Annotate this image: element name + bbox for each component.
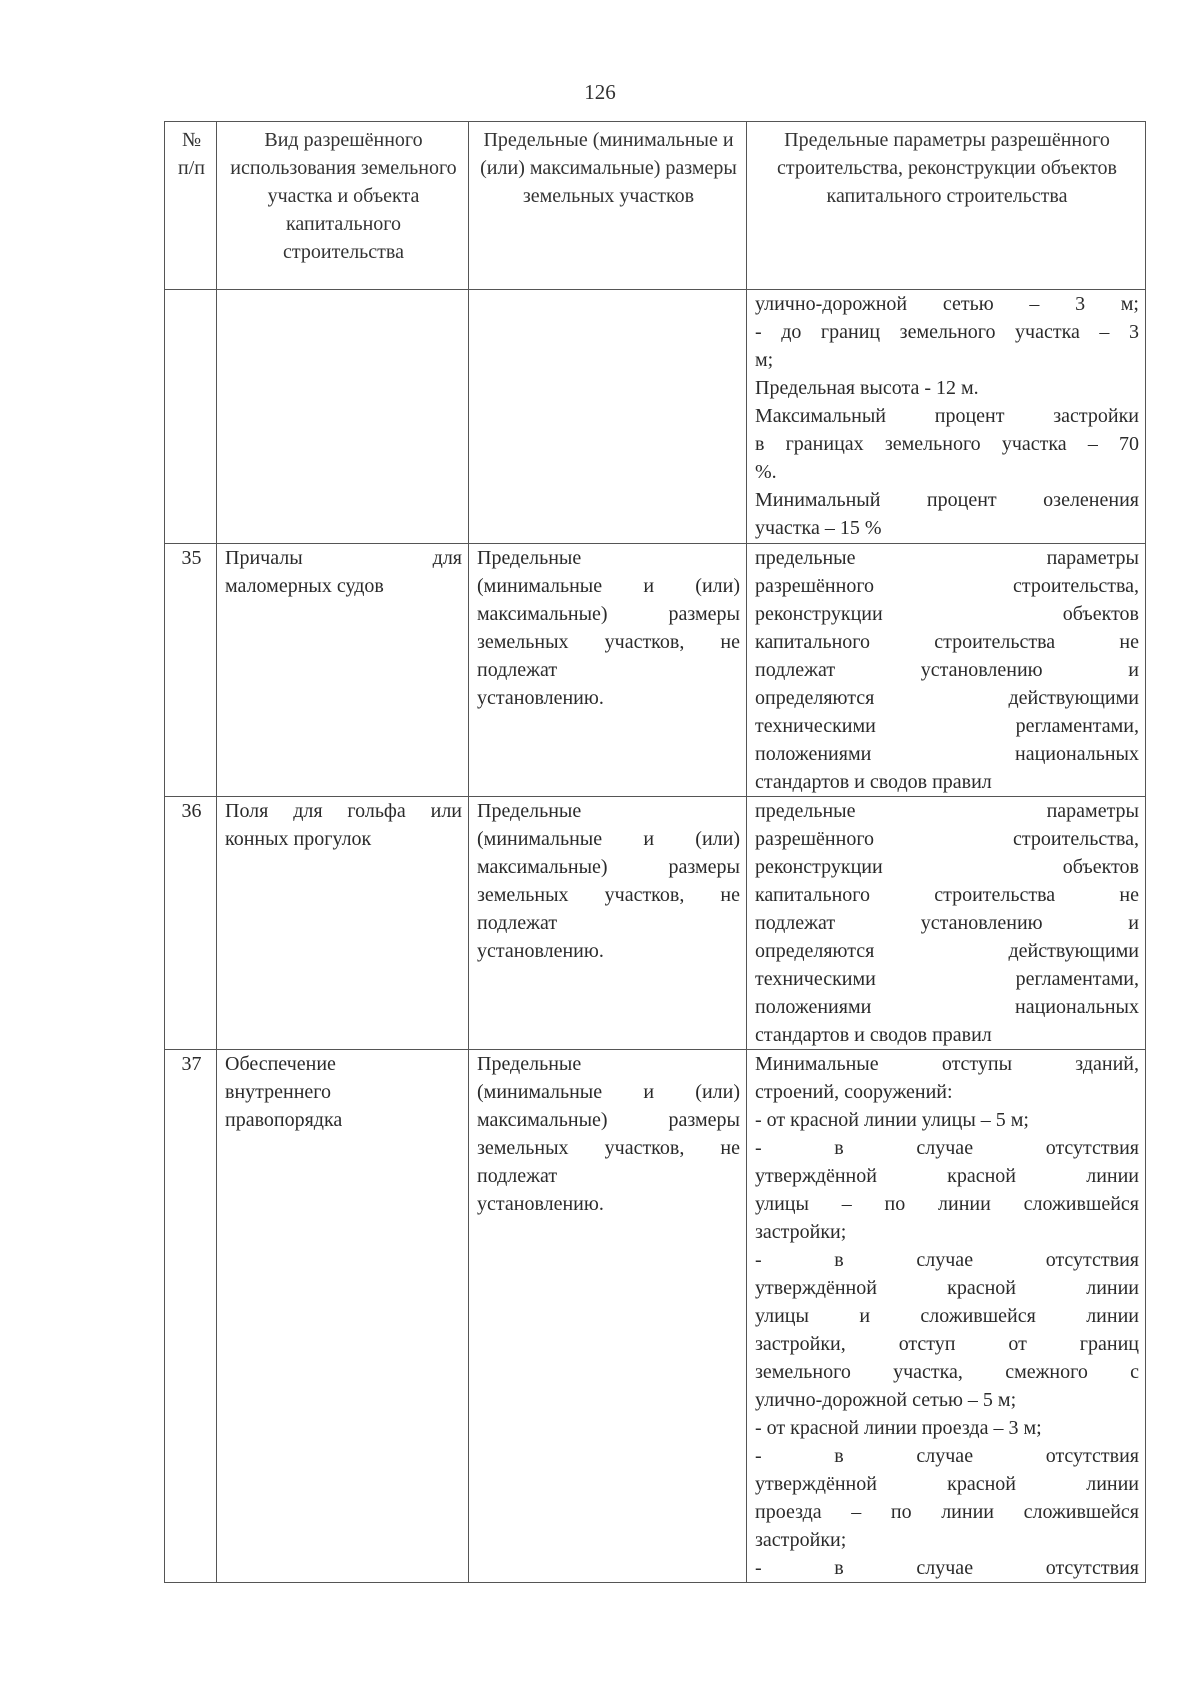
- cell-text-line: определяются действующими: [755, 687, 1139, 709]
- cell-text-line: подлежат установлению и: [755, 659, 1139, 681]
- cell-text-line: застройки;: [755, 1221, 847, 1243]
- cell-text-line: улично-дорожной сетью – 3 м;: [755, 293, 1139, 315]
- row-sizes: [469, 1050, 747, 1583]
- table-header-row: [165, 122, 1146, 290]
- cell-text-line: - в случае отсутствия: [755, 1557, 1139, 1579]
- cell-text-line: Предельная высота - 12 м.: [755, 377, 979, 399]
- cell-text-line: Максимальный процент застройки: [755, 405, 1139, 427]
- zoning-table: [164, 121, 1146, 1583]
- row-num: 37: [165, 1050, 217, 1583]
- row-sizes: [469, 290, 747, 544]
- cell-text-line: %.: [755, 461, 777, 483]
- cell-text-line: капитального строительства не: [755, 884, 1139, 906]
- cell-text-line: максимальные) размеры: [477, 603, 740, 625]
- cell-text-line: подлежат установлению и: [755, 912, 1139, 934]
- cell-text-line: реконструкции объектов: [755, 856, 1139, 878]
- header-sizes: Предельные (минимальные и (или) максимальные) размеры земельных участков: [469, 122, 747, 290]
- cell-text-line: предельные параметры: [755, 800, 1139, 822]
- cell-text-line: Причалы для: [225, 547, 462, 569]
- cell-text-line: подлежат: [477, 659, 558, 681]
- header-num-text: № п/п: [178, 129, 205, 179]
- header-num: [165, 122, 217, 290]
- cell-text-line: установлению.: [477, 687, 604, 709]
- cell-text-line: - в случае отсутствия: [755, 1249, 1139, 1271]
- row-use-type: [217, 1050, 469, 1583]
- cell-text-line: установлению.: [477, 940, 604, 962]
- cell-text-line: стандартов и сводов правил: [755, 1024, 992, 1046]
- cell-text-line: подлежат: [477, 912, 558, 934]
- cell-text-line: - от красной линии улицы – 5 м;: [755, 1109, 1029, 1131]
- cell-text-line: земельного участка, смежного с: [755, 1361, 1139, 1383]
- cell-text-line: утверждённой красной линии: [755, 1277, 1139, 1299]
- row-use-type: [217, 544, 469, 797]
- cell-text-line: разрешённого строительства,: [755, 828, 1139, 850]
- cell-text-line: земельных участков, не: [477, 1137, 740, 1159]
- cell-text-line: утверждённой красной линии: [755, 1473, 1139, 1495]
- cell-text-line: улицы и сложившейся линии: [755, 1305, 1139, 1327]
- table-row: [165, 1050, 1146, 1583]
- row-params: [747, 290, 1146, 544]
- cell-text-line: (минимальные и (или): [477, 575, 740, 597]
- cell-text-line: конных прогулок: [225, 828, 372, 850]
- header-params: Предельные параметры разрешённого строительства, реконструкции объектов капитального строительства: [747, 122, 1146, 290]
- row-use-type: [217, 290, 469, 544]
- cell-text-line: (минимальные и (или): [477, 828, 740, 850]
- table-row: [165, 290, 1146, 544]
- cell-text-line: застройки;: [755, 1529, 847, 1551]
- page-number: 126: [584, 80, 616, 104]
- cell-text-line: проезда – по линии сложившейся: [755, 1501, 1139, 1523]
- cell-text-line: м;: [755, 349, 774, 371]
- cell-text-line: правопорядка: [225, 1109, 343, 1131]
- cell-text-line: предельные параметры: [755, 547, 1139, 569]
- cell-text-line: маломерных судов: [225, 575, 384, 597]
- cell-text-line: - в случае отсутствия: [755, 1137, 1139, 1159]
- row-num: [165, 290, 217, 544]
- cell-text-line: разрешённого строительства,: [755, 575, 1139, 597]
- row-params: [747, 544, 1146, 797]
- cell-text-line: (минимальные и (или): [477, 1081, 740, 1103]
- cell-text-line: установлению.: [477, 1193, 604, 1215]
- cell-text-line: стандартов и сводов правил: [755, 771, 992, 793]
- cell-text-line: Поля для гольфа или: [225, 800, 462, 822]
- cell-text-line: Минимальные отступы зданий,: [755, 1053, 1139, 1075]
- cell-text-line: в границах земельного участка – 70: [755, 433, 1139, 455]
- cell-text-line: максимальные) размеры: [477, 1109, 740, 1131]
- cell-text-line: положениями национальных: [755, 996, 1139, 1018]
- cell-text-line: реконструкции объектов: [755, 603, 1139, 625]
- cell-text-line: улицы – по линии сложившейся: [755, 1193, 1139, 1215]
- cell-text-line: капитального строительства не: [755, 631, 1139, 653]
- row-params: [747, 797, 1146, 1050]
- row-sizes: [469, 544, 747, 797]
- cell-text-line: техническими регламентами,: [755, 968, 1139, 990]
- cell-text-line: техническими регламентами,: [755, 715, 1139, 737]
- table-row: [165, 797, 1146, 1050]
- cell-text-line: Предельные: [477, 1053, 582, 1075]
- cell-text-line: земельных участков, не: [477, 631, 740, 653]
- cell-text-line: максимальные) размеры: [477, 856, 740, 878]
- cell-text-line: определяются действующими: [755, 940, 1139, 962]
- cell-text-line: участка – 15 %: [755, 517, 882, 539]
- cell-text-line: положениями национальных: [755, 743, 1139, 765]
- cell-text-line: Предельные: [477, 800, 582, 822]
- cell-text-line: подлежат: [477, 1165, 558, 1187]
- row-use-type: [217, 797, 469, 1050]
- cell-text-line: Предельные: [477, 547, 582, 569]
- cell-text-line: внутреннего: [225, 1081, 331, 1103]
- row-num: 35: [165, 544, 217, 797]
- cell-text-line: - до границ земельного участка – 3: [755, 321, 1139, 343]
- cell-text-line: - от красной линии проезда – 3 м;: [755, 1417, 1042, 1439]
- cell-text-line: Минимальный процент озеленения: [755, 489, 1139, 511]
- table-row: [165, 544, 1146, 797]
- row-params: [747, 1050, 1146, 1583]
- row-num: 36: [165, 797, 217, 1050]
- cell-text-line: Обеспечение: [225, 1053, 336, 1075]
- cell-text-line: строений, сооружений:: [755, 1081, 953, 1103]
- cell-text-line: застройки, отступ от границ: [755, 1333, 1139, 1355]
- row-sizes: [469, 797, 747, 1050]
- header-use-type: Вид разрешённого использования земельного участка и объекта капитального строительства: [217, 122, 469, 290]
- cell-text-line: земельных участков, не: [477, 884, 740, 906]
- cell-text-line: улично-дорожной сетью – 5 м;: [755, 1389, 1017, 1411]
- cell-text-line: утверждённой красной линии: [755, 1165, 1139, 1187]
- cell-text-line: - в случае отсутствия: [755, 1445, 1139, 1467]
